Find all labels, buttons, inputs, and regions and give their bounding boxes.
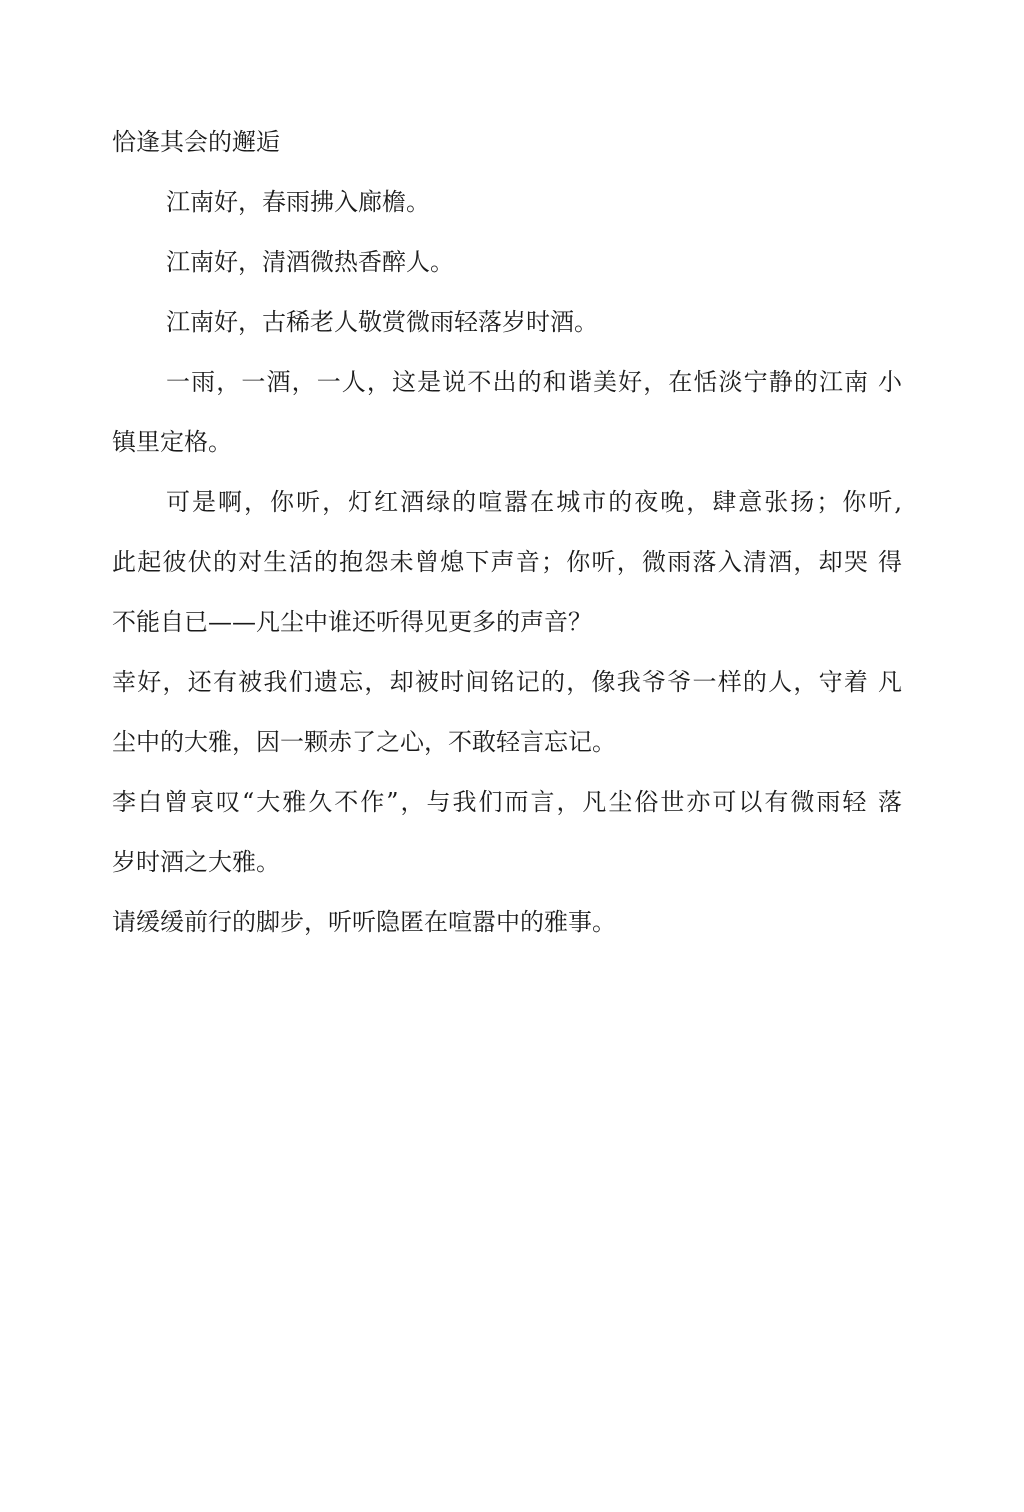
paragraph-line: 江南好，清酒微热香醉人。 [166, 248, 454, 276]
paragraph-line: 尘中的大雅，因一颗赤了之心，不敢轻言忘记。 [112, 728, 616, 756]
paragraph-line: 此起彼伏的对生活的抱怨未曾熄下声音；你听，微雨落入清酒，却哭 得 [112, 548, 902, 576]
paragraph-line: 李白曾哀叹“大雅久不作”，与我们而言，凡尘俗世亦可以有微雨轻 落 [112, 788, 902, 816]
paragraph-line: 不能自已——凡尘中谁还听得见更多的声音？ [112, 608, 592, 636]
paragraph-line: 江南好，春雨拂入廊檐。 [166, 188, 430, 216]
paragraph-line: 请缓缓前行的脚步，听听隐匿在喧嚣中的雅事。 [112, 908, 616, 936]
paragraph-line: 岁时酒之大雅。 [112, 848, 280, 876]
paragraph-line: 一雨，一酒，一人，这是说不出的和谐美好，在恬淡宁静的江南 小 [166, 368, 902, 396]
document-title: 恰逢其会的邂逅 [112, 128, 280, 156]
paragraph-line: 可是啊，你听，灯红酒绿的喧嚣在城市的夜晚，肆意张扬；你听, [166, 488, 902, 516]
paragraph-line: 江南好，古稀老人敬赏微雨轻落岁时酒。 [166, 308, 598, 336]
document-body [112, 112, 902, 952]
paragraph-line: 幸好，还有被我们遗忘，却被时间铭记的，像我爷爷一样的人，守着 凡 [112, 668, 902, 696]
paragraph-line: 镇里定格。 [112, 428, 232, 456]
